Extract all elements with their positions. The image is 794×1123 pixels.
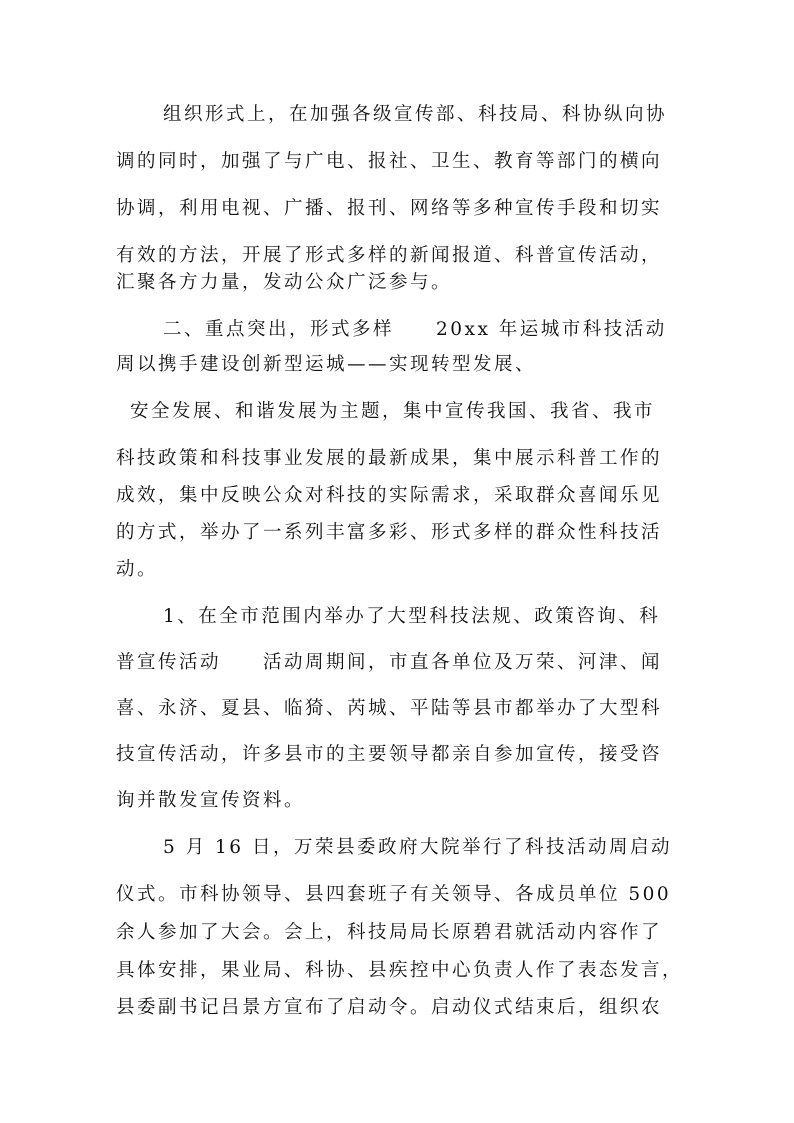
text-line: 的方式，举办了一系列丰富多彩、形式多样的群众性科技活 — [116, 522, 663, 543]
text-line: 县委副书记吕景方宣布了启动令。启动仪式结束后，组织农 — [116, 997, 663, 1018]
text-line: 安全发展、和谐发展为主题，集中宣传我国、我省、我市 — [130, 401, 656, 422]
text-line: 科技政策和科技事业发展的最新成果，集中展示科普工作的 — [116, 448, 663, 469]
text-line: 普宣传活动 活动周期间，市直各单位及万荣、河津、闻 — [116, 652, 663, 673]
text-line: 成效，集中反映公众对科技的实际需求，采取群众喜闻乐见 — [116, 485, 663, 506]
section-heading-line: 1、在全市范围内举办了大型科技法规、政策咨询、科 — [163, 606, 661, 627]
text-line: 5 月 16 日，万荣县委政府大院举行了科技活动周启动 — [163, 837, 672, 858]
section-heading-line: 二、重点突出，形式多样 20xx 年运城市科技活动 — [163, 319, 667, 340]
text-line: 询并散发宣传资料。 — [116, 790, 306, 811]
text-line: 周以携手建设创新型运城——实现转型发展、 — [116, 354, 537, 375]
text-line: 余人参加了大会。会上，科技局局长原碧君就活动内容作了 — [116, 922, 663, 943]
text-line: 调的同时，加强了与广电、报社、卫生、教育等部门的横向 — [116, 151, 663, 172]
text-line: 具体安排，果业局、科协、县疾控中心负责人作了表态发言， — [116, 960, 684, 981]
text-line: 组织形式上，在加强各级宣传部、科技局、科协纵向协 — [163, 104, 668, 125]
text-line: 技宣传活动，许多县市的主要领导都亲自参加宣传，接受咨 — [116, 744, 663, 765]
text-line: 汇聚各方力量，发动公众广泛参与。 — [116, 272, 453, 293]
text-line: 仪式。市科协领导、县四套班子有关领导、各成员单位 500 — [116, 884, 672, 905]
text-line: 喜、永济、夏县、临猗、芮城、平陆等县市都举办了大型科 — [116, 698, 663, 719]
text-line: 协调，利用电视、广播、报刊、网络等多种宣传手段和切实 — [116, 198, 663, 219]
text-line: 有效的方法，开展了形式多样的新闻报道、科普宣传活动， — [116, 245, 663, 266]
text-line: 动。 — [116, 559, 159, 580]
